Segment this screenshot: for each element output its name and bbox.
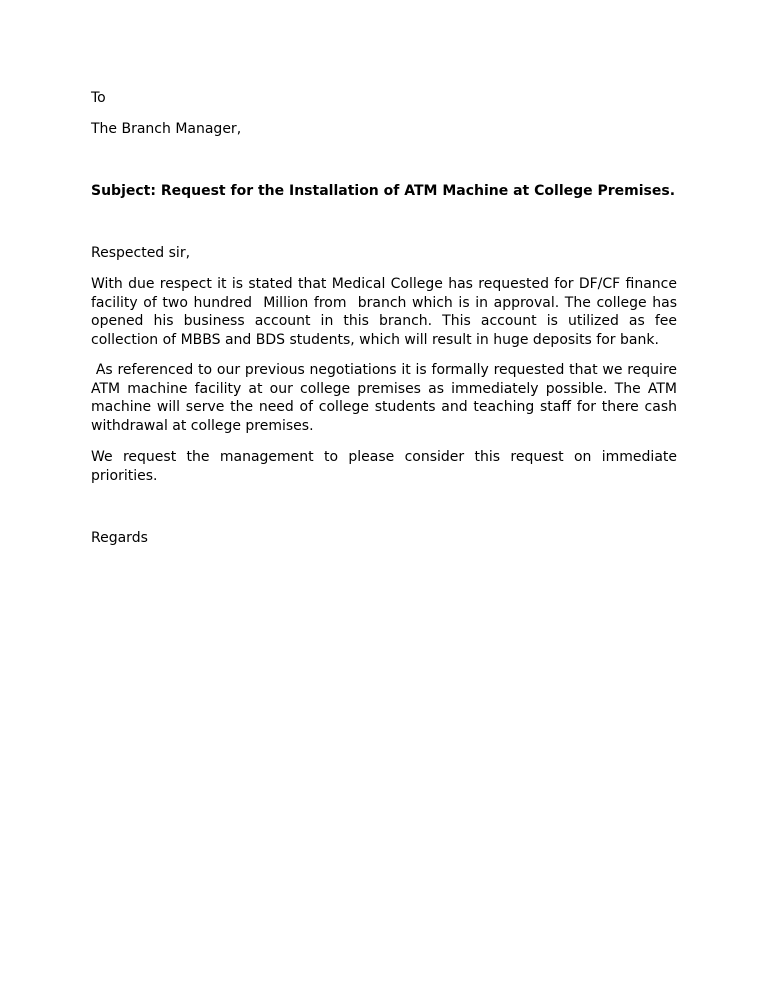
body-paragraph-2: As referenced to our previous negotiations it is formally requested that we require ATM machine facility at our college premises as immediately possible. The ATM machine will serve the need of college students and teaching staff for there cash withdrawal at college premises. xyxy=(91,362,682,434)
body-paragraph-1: With due respect it is stated that Medical College has requested for DF/CF finance facility of two hundred Million from branch which is in approval. The college has opened his business account in this branch. This account is utilized as fee collection of MBBS and BDS students, which will result in huge deposits for bank. xyxy=(91,276,682,348)
closing: Regards xyxy=(91,530,148,546)
subject-line: Subject: Request for the Installation of ATM Machine at College Premises. xyxy=(91,183,676,199)
recipient-line: The Branch Manager, xyxy=(91,121,242,137)
body-paragraph-3: We request the management to please consider this request on immediate priorities. xyxy=(91,449,677,484)
salutation: Respected sir, xyxy=(91,245,191,261)
to-line: To xyxy=(91,90,106,106)
